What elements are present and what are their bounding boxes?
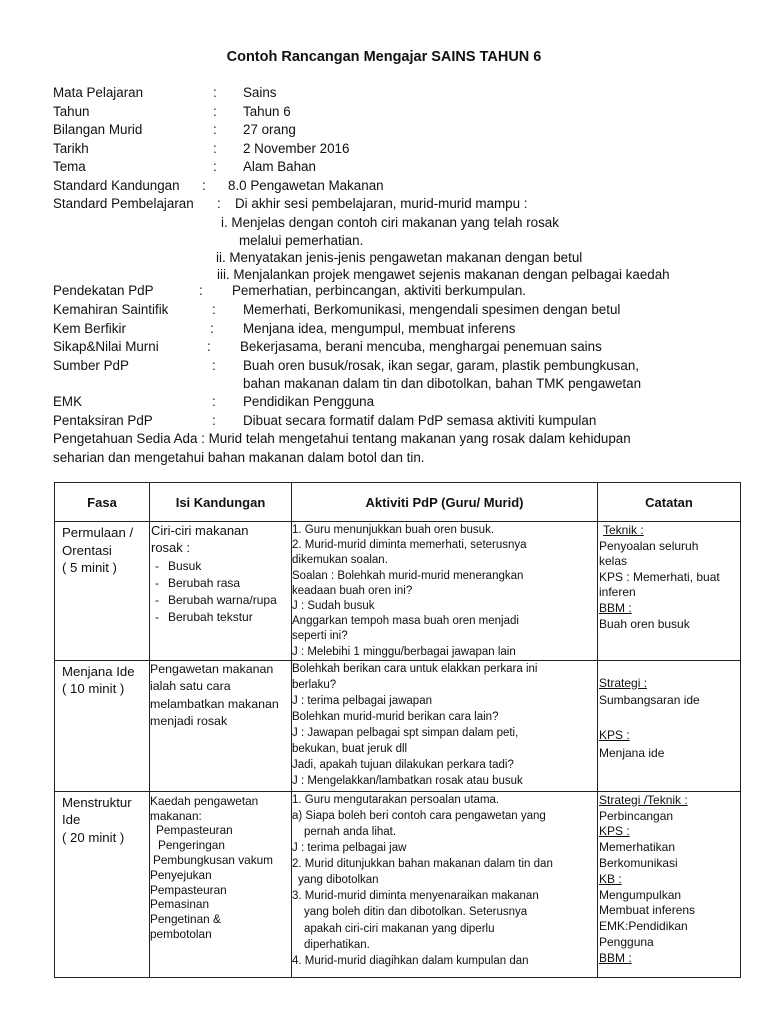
note-heading: Strategi /Teknik :	[599, 792, 688, 807]
fasa-text: Menstruktur	[62, 794, 132, 810]
document-title: Contoh Rancangan Mengajar SAINS TAHUN 6	[226, 49, 542, 65]
objective-2: ii. Menyatakan jenis-jenis pengawetan makanan dengan betul	[216, 249, 583, 265]
activity-line: pernah anda lihat.	[304, 826, 397, 839]
note-line: Penyoalan seluruh	[599, 538, 699, 553]
isi-title: makanan:	[150, 808, 202, 823]
activity-line: diperhatikan.	[304, 938, 370, 951]
info-value-approach: Pemerhatian, perbincangan, aktiviti berkumpulan.	[232, 283, 527, 298]
info-colon: :	[213, 159, 217, 174]
activity-line: J : Jawapan pelbagai spt simpan dalam peti,	[292, 727, 519, 740]
isi-cell	[150, 660, 292, 791]
info-colon: :	[212, 394, 216, 409]
prior-knowledge-line-1: Pengetahuan Sedia Ada : Murid telah mengetahui tentang makanan yang rosak dalam kehidupan	[53, 431, 631, 446]
activity-line: 2. Murid-murid diminta memerhati, seterusnya	[292, 539, 527, 552]
fasa-cell	[55, 791, 150, 977]
column-header-isi-kandungan: Isi Kandungan	[150, 483, 292, 522]
activity-line: J : Sudah busuk	[292, 600, 375, 613]
isi-title: Kaedah pengawetan	[150, 793, 259, 808]
activity-line: keadaan buah oren ini?	[292, 584, 413, 597]
activity-line: J : Melebihi 1 minggu/berbagai jawapan lain	[292, 645, 516, 658]
fasa-cell	[55, 522, 150, 661]
activity-line: seperti ini?	[292, 630, 348, 643]
activity-line: berlaku?	[292, 678, 337, 691]
info-label-year: Tahun	[53, 103, 90, 119]
table-row	[55, 660, 741, 791]
activity-line: Soalan : Bolehkah murid-murid menerangkan	[292, 569, 524, 582]
objective-1-cont: melalui pemerhatian.	[239, 232, 364, 248]
note-line: Membuat inferens	[599, 903, 696, 918]
isi-line: Pengawetan makanan	[150, 661, 274, 676]
info-colon: :	[213, 103, 217, 119]
activity-line: bekukan, buat jeruk dll	[292, 743, 408, 756]
activity-line: yang boleh ditin dan dibotolkan. Seterusnya	[304, 906, 528, 919]
objective-3: iii. Menjalankan projek mengawet sejenis makanan dengan pelbagai kaedah	[217, 266, 670, 282]
info-value-emk: Pendidikan Pengguna	[243, 394, 375, 409]
activity-line: 1. Guru menunjukkan buah oren busuk.	[292, 524, 495, 536]
fasa-text: Ide	[62, 812, 81, 828]
info-value-learning-standard: Di akhir sesi pembelajaran, murid-murid mampu :	[235, 196, 528, 211]
isi-title: rosak :	[151, 539, 191, 555]
note-line: Menjana ide	[599, 745, 665, 760]
aktiviti-cell	[292, 522, 598, 661]
table-header-row	[55, 483, 741, 522]
fasa-duration: ( 5 minit )	[62, 560, 117, 575]
table-row	[55, 791, 741, 977]
info-label-date: Tarikh	[53, 140, 89, 156]
note-heading: KPS :	[599, 728, 630, 743]
info-value-students: 27 orang	[243, 122, 296, 137]
aktiviti-cell	[292, 791, 598, 977]
activity-line: J : terima pelbagai jaw	[292, 842, 407, 855]
info-colon: :	[202, 177, 206, 193]
activity-line: Bolehkah berikan cara untuk elakkan perkara ini	[292, 662, 538, 675]
info-label-content-standard: Standard Kandungan	[53, 177, 180, 193]
activity-line: a) Siapa boleh beri contoh cara pengawetan yang	[292, 809, 546, 822]
info-colon: :	[212, 412, 216, 428]
note-heading: Teknik :	[603, 523, 644, 537]
info-label-assessment: Pentaksiran PdP	[53, 412, 153, 428]
list-item: Pengeringan	[158, 838, 225, 853]
note-line: Pengguna	[599, 935, 654, 949]
note-line: Memerhatikan	[599, 840, 676, 855]
note-line: kelas	[599, 554, 628, 569]
info-value-assessment: Dibuat secara formatif dalam PdP semasa aktiviti kumpulan	[243, 412, 597, 428]
info-label-thinking-skills: Kem Berfikir	[53, 320, 126, 336]
note-heading: KPS :	[599, 824, 630, 839]
note-spacer	[599, 710, 740, 728]
note-line: Sumbangsaran ide	[599, 693, 700, 708]
fasa-text: Menjana Ide	[62, 663, 135, 679]
info-colon: :	[212, 357, 216, 373]
note-heading: BBM :	[599, 600, 632, 615]
info-value-content-standard: 8.0 Pengawetan Makanan	[228, 177, 384, 193]
activity-line: J : Mengelakkan/lambatkan rosak atau busuk	[292, 775, 523, 788]
info-value-values: Bekerjasama, berani mencuba, menghargai penemuan sains	[240, 339, 602, 354]
info-label-values: Sikap&Nilai Murni	[53, 339, 159, 354]
info-colon: :	[213, 140, 217, 156]
info-value-resources-cont: bahan makanan dalam tin dan dibotolkan, bahan TMK pengawetan	[243, 375, 642, 391]
info-colon: :	[210, 320, 214, 336]
info-label-approach: Pendekatan PdP	[53, 283, 154, 298]
list-item: pembotolan	[150, 927, 212, 941]
info-colon: :	[199, 283, 203, 298]
list-item: - Berubah warna/rupa	[151, 592, 291, 609]
catatan-cell	[598, 791, 741, 977]
list-item: Pemasinan	[150, 897, 210, 912]
fasa-duration: ( 10 minit )	[62, 681, 125, 697]
activity-line: 1. Guru mengutarakan persoalan utama.	[292, 793, 500, 806]
list-item: Pempasteuran	[156, 823, 233, 838]
column-header-aktiviti: Aktiviti PdP (Guru/ Murid)	[292, 483, 598, 522]
note-line: EMK:Pendidikan	[599, 919, 688, 934]
list-item: - Berubah tekstur	[151, 609, 291, 626]
catatan-cell	[598, 522, 741, 661]
note-line: Berkomunikasi	[599, 856, 678, 871]
catatan-cell	[598, 660, 741, 791]
objective-1: i. Menjelas dengan contoh ciri makanan yang telah rosak	[221, 214, 559, 230]
fasa-cell	[55, 660, 150, 791]
info-colon: :	[213, 122, 217, 137]
info-label-learning-standard: Standard Pembelajaran	[53, 196, 194, 211]
table-row	[55, 522, 741, 661]
info-colon: :	[207, 339, 211, 354]
list-item: Pembungkusan vakum	[153, 853, 274, 868]
info-value-theme: Alam Bahan	[243, 159, 316, 174]
note-line: Mengumpulkan	[599, 887, 682, 902]
column-header-catatan: Catatan	[598, 483, 741, 522]
info-label-theme: Tema	[53, 159, 86, 174]
note-heading: Strategi :	[599, 675, 648, 690]
isi-line: melambatkan makanan	[150, 696, 279, 711]
list-item: Pempasteuran	[150, 882, 227, 897]
info-colon: :	[212, 302, 216, 317]
info-label-resources: Sumber PdP	[53, 357, 129, 373]
prior-knowledge-line-2: seharian dan mengetahui bahan makanan dalam botol dan tin.	[53, 450, 425, 465]
isi-title: Ciri-ciri makanan	[151, 523, 249, 538]
info-label-science-skills: Kemahiran Saintifik	[53, 302, 169, 317]
isi-cell	[150, 791, 292, 977]
info-value-date: 2 November 2016	[243, 140, 350, 156]
note-line: KPS : Memerhati, buat	[599, 569, 720, 584]
info-value-science-skills: Memerhati, Berkomunikasi, mengendali spesimen dengan betul	[243, 302, 621, 317]
column-header-fasa: Fasa	[55, 483, 150, 522]
info-value-thinking-skills: Menjana idea, mengumpul, membuat inferens	[243, 320, 516, 336]
info-label-subject: Mata Pelajaran	[53, 85, 144, 100]
activity-line: dikemukan soalan.	[292, 554, 388, 567]
activity-line: Bolehkan murid-murid berikan cara lain?	[292, 711, 499, 724]
note-heading: BBM :	[599, 950, 632, 965]
info-value-resources: Buah oren busuk/rosak, ikan segar, garam, plastik pembungkusan,	[243, 357, 639, 373]
aktiviti-cell	[292, 660, 598, 791]
note-line: Perbincangan	[599, 808, 674, 823]
activity-line: Anggarkan tempoh masa buah oren menjadi	[292, 615, 519, 628]
isi-cell	[150, 522, 292, 661]
activity-line: apakah ciri-ciri makanan yang diperlu	[304, 922, 495, 935]
activity-line: 2. Murid ditunjukkan bahan makanan dalam tin dan	[292, 858, 553, 871]
activity-line: J : terima pelbagai jawapan	[292, 695, 432, 708]
note-heading: KB :	[599, 871, 622, 886]
isi-line: menjadi rosak	[150, 714, 228, 729]
info-label-students: Bilangan Murid	[53, 122, 143, 137]
list-item: Pengetinan &	[150, 912, 221, 927]
activity-line: 4. Murid-murid diagihkan dalam kumpulan dan	[292, 954, 529, 967]
activity-line: Jadi, apakah tujuan dilakukan perkara tadi?	[292, 759, 514, 772]
info-colon: :	[217, 196, 221, 211]
list-item: - Berubah rasa	[151, 575, 291, 592]
activity-line: 3. Murid-murid diminta menyenaraikan makanan	[292, 890, 539, 903]
isi-line: ialah satu cara	[150, 679, 231, 694]
fasa-duration: ( 20 minit )	[62, 829, 125, 845]
lesson-plan-table	[54, 482, 741, 978]
note-line: Buah oren busuk	[599, 616, 690, 631]
info-value-year: Tahun 6	[243, 103, 291, 119]
fasa-text: Permulaan /	[62, 525, 134, 540]
info-colon: :	[213, 85, 217, 100]
list-item: Penyejukan	[150, 867, 212, 882]
note-line: inferen	[599, 585, 636, 600]
info-label-emk: EMK	[53, 394, 83, 409]
info-value-subject: Sains	[243, 85, 277, 100]
activity-line: yang dibotolkan	[298, 874, 379, 887]
fasa-text: Orentasi	[62, 542, 112, 558]
list-item: - Busuk	[151, 558, 291, 575]
